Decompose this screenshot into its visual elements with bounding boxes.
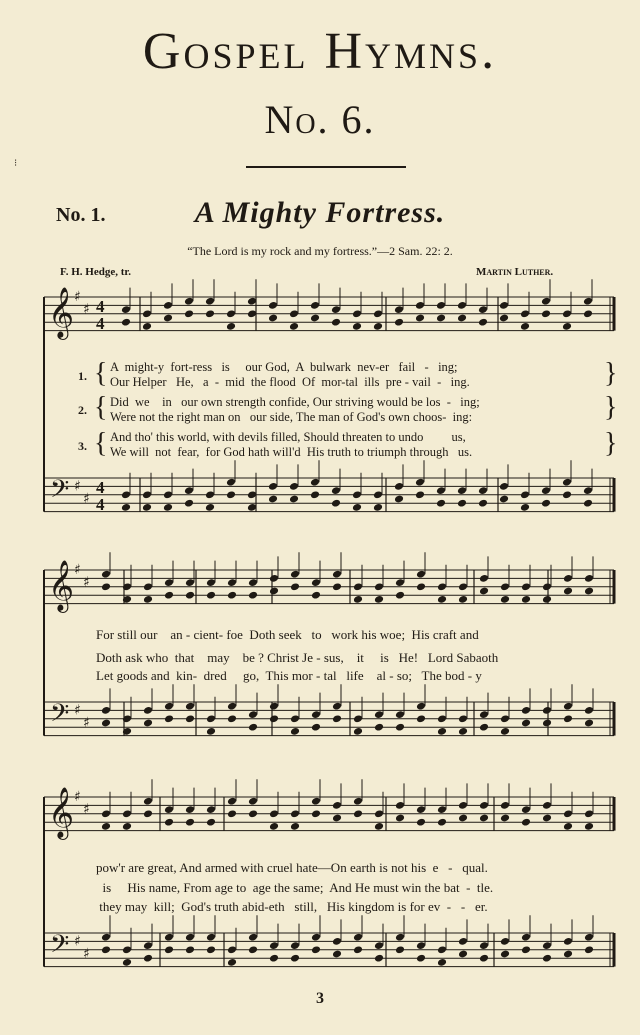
note-head — [248, 591, 258, 600]
book-title: Gospel Hymns. — [142, 23, 498, 80]
note-head — [310, 490, 320, 499]
note-head — [437, 595, 447, 604]
note-head — [352, 503, 362, 512]
time-signature: 4 — [96, 495, 105, 514]
note-head — [185, 945, 195, 954]
sharp-sign: ♯ — [74, 702, 81, 719]
sharp-sign: ♯ — [74, 562, 81, 578]
note-head — [458, 950, 468, 959]
verse-line: Did we in our own strength confide, Our striving would be los - ing; — [110, 395, 480, 409]
brace-left: { — [94, 392, 108, 423]
treble-clef: 𝄞 — [48, 787, 75, 838]
verse-number: 3. — [78, 439, 87, 453]
note-head — [457, 314, 467, 323]
note-head — [101, 945, 111, 954]
note-head — [121, 318, 131, 327]
lyric-line: is His name, From age to age the same; And He must win the bat - tle. — [96, 880, 494, 895]
note-head — [185, 818, 195, 827]
note-head — [479, 814, 489, 823]
note-head — [184, 499, 194, 508]
note-head — [374, 595, 384, 604]
note-head — [205, 309, 215, 318]
bass-clef: 𝄢 — [50, 930, 70, 965]
note-head — [143, 809, 153, 818]
page-number: 3 — [316, 990, 324, 1007]
note-head — [583, 309, 593, 318]
note-head — [416, 714, 426, 723]
note-head — [248, 945, 258, 954]
sharp-sign: ♯ — [83, 946, 90, 962]
book-number: No. 6. — [264, 97, 376, 142]
note-head — [394, 318, 404, 327]
sharp-sign: ♯ — [74, 289, 81, 305]
bass-clef: 𝄢 — [50, 475, 70, 510]
note-head — [269, 954, 279, 963]
brace-right: } — [604, 358, 618, 389]
note-head — [268, 495, 278, 504]
note-head — [437, 818, 447, 827]
note-head — [499, 495, 509, 504]
note-head — [101, 822, 111, 831]
note-head — [206, 591, 216, 600]
note-head — [331, 499, 341, 508]
note-head — [437, 958, 447, 967]
note-head — [373, 503, 383, 512]
note-head — [332, 814, 342, 823]
note-head — [521, 945, 531, 954]
note-head — [143, 595, 153, 604]
sharp-sign: ♯ — [83, 491, 90, 507]
note-head — [436, 499, 446, 508]
note-head — [143, 954, 153, 963]
verse-number: 2. — [78, 403, 87, 417]
treble-clef: 𝄞 — [48, 560, 75, 611]
note-head — [520, 503, 530, 512]
note-head — [163, 314, 173, 323]
note-head — [227, 809, 237, 818]
note-head — [437, 727, 447, 736]
note-head — [163, 503, 173, 512]
note-head — [164, 945, 174, 954]
note-head — [248, 723, 258, 732]
note-head — [289, 495, 299, 504]
note-head — [541, 499, 551, 508]
sharp-sign: ♯ — [74, 478, 81, 495]
note-head — [352, 322, 362, 331]
note-head — [563, 714, 573, 723]
note-head — [478, 499, 488, 508]
note-head — [205, 503, 215, 512]
time-signature: 4 — [96, 478, 105, 497]
sharp-sign: ♯ — [83, 801, 90, 818]
note-head — [479, 587, 489, 596]
note-head — [500, 727, 510, 736]
note-head — [479, 723, 489, 732]
note-head — [436, 314, 446, 323]
verse-number: 1. — [78, 369, 87, 383]
bass-clef: 𝄢 — [50, 699, 70, 734]
note-head — [415, 314, 425, 323]
time-signature: 4 — [96, 297, 105, 316]
brace-left: { — [94, 428, 108, 459]
note-head — [563, 587, 573, 596]
brace-left: { — [94, 358, 108, 389]
note-head — [542, 595, 552, 604]
note-head — [290, 822, 300, 831]
note-head — [142, 322, 152, 331]
hymn-number: No. 1. — [56, 204, 106, 226]
note-head — [142, 503, 152, 512]
time-signature: 4 — [96, 314, 105, 333]
note-head — [584, 822, 594, 831]
note-head — [542, 814, 552, 823]
note-head — [478, 318, 488, 327]
note-head — [143, 719, 153, 728]
note-head — [416, 818, 426, 827]
note-head — [290, 954, 300, 963]
note-head — [457, 499, 467, 508]
translator-credit: F. H. Hedge, tr. — [60, 266, 131, 278]
note-head — [248, 809, 258, 818]
note-head — [395, 814, 405, 823]
note-head — [311, 723, 321, 732]
lyric-line: they may kill; God's truth abid-eth still, His kingdom is for ev - - er. — [96, 899, 488, 914]
sharp-sign: ♯ — [83, 715, 90, 731]
lyric-line: pow'r are great, And armed with cruel hate—On earth is not his e - qual. — [96, 860, 488, 875]
note-head — [185, 714, 195, 723]
note-head — [227, 958, 237, 967]
note-head — [499, 314, 509, 323]
note-head — [310, 314, 320, 323]
note-head — [416, 954, 426, 963]
note-head — [206, 945, 216, 954]
note-head — [206, 818, 216, 827]
note-head — [164, 818, 174, 827]
note-head — [500, 950, 510, 959]
lyric-line: Let goods and kin- dred go, This mor - tal life al - so; The bod - y — [96, 668, 482, 683]
note-head — [521, 818, 531, 827]
note-head — [353, 945, 363, 954]
note-head — [520, 322, 530, 331]
note-head — [583, 499, 593, 508]
note-head — [122, 822, 132, 831]
note-head — [373, 322, 383, 331]
note-head — [268, 314, 278, 323]
note-head — [311, 809, 321, 818]
note-head — [331, 318, 341, 327]
note-head — [458, 727, 468, 736]
hymn-title: A Mighty Fortress. — [194, 196, 446, 229]
note-head — [289, 322, 299, 331]
note-head — [521, 595, 531, 604]
note-head — [290, 582, 300, 591]
note-head — [122, 958, 132, 967]
note-head — [563, 950, 573, 959]
note-head — [164, 591, 174, 600]
note-head — [353, 595, 363, 604]
brace-right: } — [604, 392, 618, 423]
note-head — [374, 822, 384, 831]
margin-mark: ⁝ — [14, 158, 18, 169]
note-head — [562, 490, 572, 499]
brace-right: } — [604, 428, 618, 459]
verse-line: We will not fear, for God hath will'd His truth to triumph through us. — [110, 445, 473, 459]
note-head — [584, 719, 594, 728]
note-head — [584, 587, 594, 596]
note-head — [394, 495, 404, 504]
sharp-sign: ♯ — [83, 574, 90, 591]
note-head — [184, 309, 194, 318]
note-head — [269, 714, 279, 723]
note-head — [332, 582, 342, 591]
note-head — [374, 954, 384, 963]
note-head — [226, 490, 236, 499]
note-head — [500, 595, 510, 604]
note-head — [290, 727, 300, 736]
verse-line: And tho' this world, with devils filled, Should threaten to undo us, — [110, 430, 466, 444]
note-head — [584, 945, 594, 954]
note-head — [332, 950, 342, 959]
note-head — [185, 591, 195, 600]
note-head — [458, 595, 468, 604]
sharp-sign: ♯ — [74, 933, 81, 950]
note-head — [521, 719, 531, 728]
note-head — [227, 714, 237, 723]
note-head — [563, 822, 573, 831]
note-head — [226, 322, 236, 331]
note-head — [164, 714, 174, 723]
verse-line: Were not the right man on our side, The man of God's own choos- ing: — [110, 410, 473, 424]
note-head — [311, 945, 321, 954]
note-head — [353, 727, 363, 736]
note-head — [121, 503, 131, 512]
verse-line: Our Helper He, a - mid the flood Of mor-tal ills pre - vail - ing. — [110, 375, 470, 389]
lyric-line: Doth ask who that may be ? Christ Je - sus, it is He! Lord Sabaoth — [96, 650, 499, 665]
composer-credit: Martin Luther. — [476, 266, 554, 278]
treble-clef: 𝄞 — [48, 287, 75, 338]
sharp-sign: ♯ — [74, 789, 81, 805]
note-head — [374, 723, 384, 732]
verse-line: A might-y fort-ress is our God, A bulwark nev-er fail - ing; — [110, 360, 458, 374]
note-head — [395, 723, 405, 732]
lyric-line: For still our an - cient- foe Doth seek to work his woe; His craft and — [96, 627, 479, 642]
note-head — [206, 727, 216, 736]
note-head — [101, 582, 111, 591]
note-head — [353, 809, 363, 818]
note-head — [500, 814, 510, 823]
note-head — [542, 954, 552, 963]
note-head — [395, 591, 405, 600]
note-head — [458, 814, 468, 823]
sharp-sign: ♯ — [83, 301, 90, 318]
note-head — [479, 954, 489, 963]
note-head — [269, 822, 279, 831]
note-head — [269, 587, 279, 596]
note-head — [332, 714, 342, 723]
note-head — [311, 591, 321, 600]
note-head — [415, 490, 425, 499]
note-head — [542, 719, 552, 728]
note-head — [101, 719, 111, 728]
note-head — [416, 582, 426, 591]
note-head — [562, 322, 572, 331]
note-head — [227, 591, 237, 600]
note-head — [395, 945, 405, 954]
note-head — [541, 309, 551, 318]
scripture-reference: “The Lord is my rock and my fortress.”—2 Sam. 22: 2. — [187, 244, 453, 258]
